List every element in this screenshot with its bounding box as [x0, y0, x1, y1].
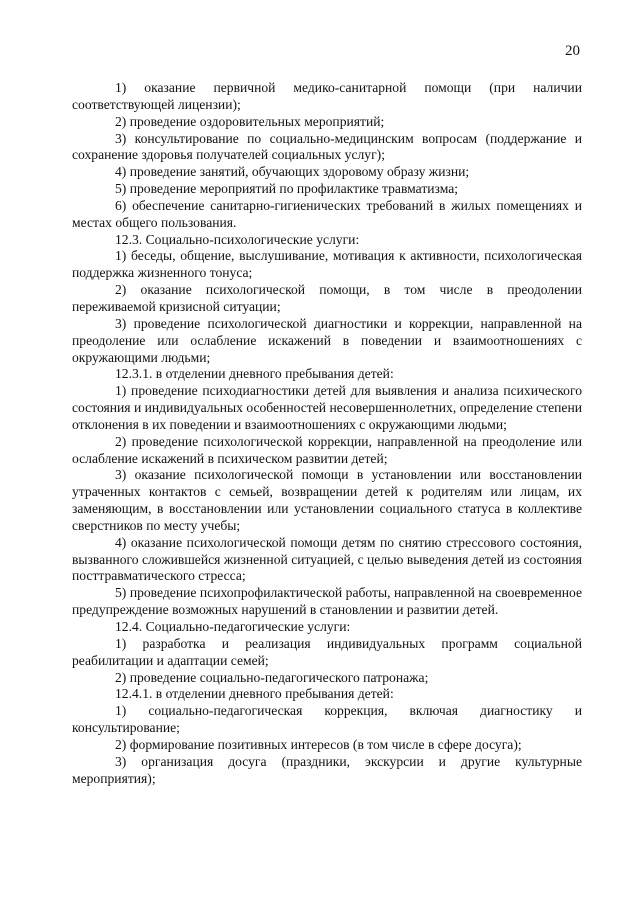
section-heading: 12.4. Социально-педагогические услуги: — [115, 619, 351, 634]
paragraph: 3) консультирование по социально-медицинским вопросам (поддержание и сохранение здоровья получателей социальных услуг); — [72, 130, 582, 163]
paragraph: 6) обеспечение санитарно-гигиенических требований в жилых помещениях и местах общего пользования. — [72, 197, 582, 230]
paragraph: 1) беседы, общение, выслушивание, мотивация к активности, психологическая поддержка жизненного тонуса; — [72, 248, 582, 281]
paragraph: 2) проведение социально-педагогического патронажа; — [115, 669, 429, 685]
paragraph: 3) оказание психологической помощи в установлении или восстановлении утраченных контактов с семьей, возвращении детей к родителям или лицам, их заменяющим, в восстановлении или установлении социального статуса в коллективе сверстников по месту учебы; — [72, 467, 582, 533]
paragraph: 4) проведение занятий, обучающих здоровому образу жизни; — [115, 164, 470, 180]
paragraph: 1) разработка и реализация индивидуальных программ социальной реабилитации и адаптации семей; — [72, 635, 582, 668]
paragraph: 2) оказание психологической помощи, в том числе в преодолении переживаемой кризисной ситуации; — [72, 282, 582, 314]
paragraph: 4) оказание психологической помощи детям по снятию стрессового состояния, вызванного сложившейся жизненной ситуацией, с целью выведения детей из состояния посттравматического стресса; — [72, 534, 582, 584]
paragraph: 1) оказание первичной медико-санитарной помощи (при наличии соответствующей лицензии); — [72, 80, 582, 112]
document-body — [72, 80, 582, 787]
page-number: 20 — [565, 43, 580, 59]
paragraph: 5) проведение психопрофилактической работы, направленной на своевременное предупреждение возможных нарушений в становлении и развитии детей. — [72, 585, 582, 618]
section-heading: 12.3. Социально-психологические услуги: — [115, 231, 360, 247]
paragraph: 5) проведение мероприятий по профилактике травматизма; — [115, 181, 459, 197]
paragraph: 2) проведение оздоровительных мероприятий; — [115, 113, 385, 129]
paragraph: 3) проведение психологической диагностики и коррекции, направленной на преодоление или ослабление искажений в поведении и взаимоотношениях с окружающими людьми; — [72, 315, 582, 365]
paragraph: 1) социально-педагогическая коррекция, включая диагностику и консультирование; — [72, 703, 582, 736]
subsection-heading: 12.4.1. в отделении дневного пребывания детей: — [115, 686, 394, 702]
subsection-heading: 12.3.1. в отделении дневного пребывания детей: — [115, 366, 394, 382]
paragraph: 1) проведение психодиагностики детей для выявления и анализа психического состояния и индивидуальных особенностей несовершеннолетних, определение степени отклонения в их поведении и взаимоотношениях с окружающими людьми; — [72, 383, 582, 432]
paragraph: 2) проведение психологической коррекции, направленной на преодоление или ослабление искажений в психическом развитии детей; — [72, 433, 582, 466]
paragraph: 2) формирование позитивных интересов (в том числе в сфере досуга); — [115, 736, 522, 752]
paragraph: 3) организация досуга (праздники, экскурсии и другие культурные мероприятия); — [72, 753, 582, 786]
